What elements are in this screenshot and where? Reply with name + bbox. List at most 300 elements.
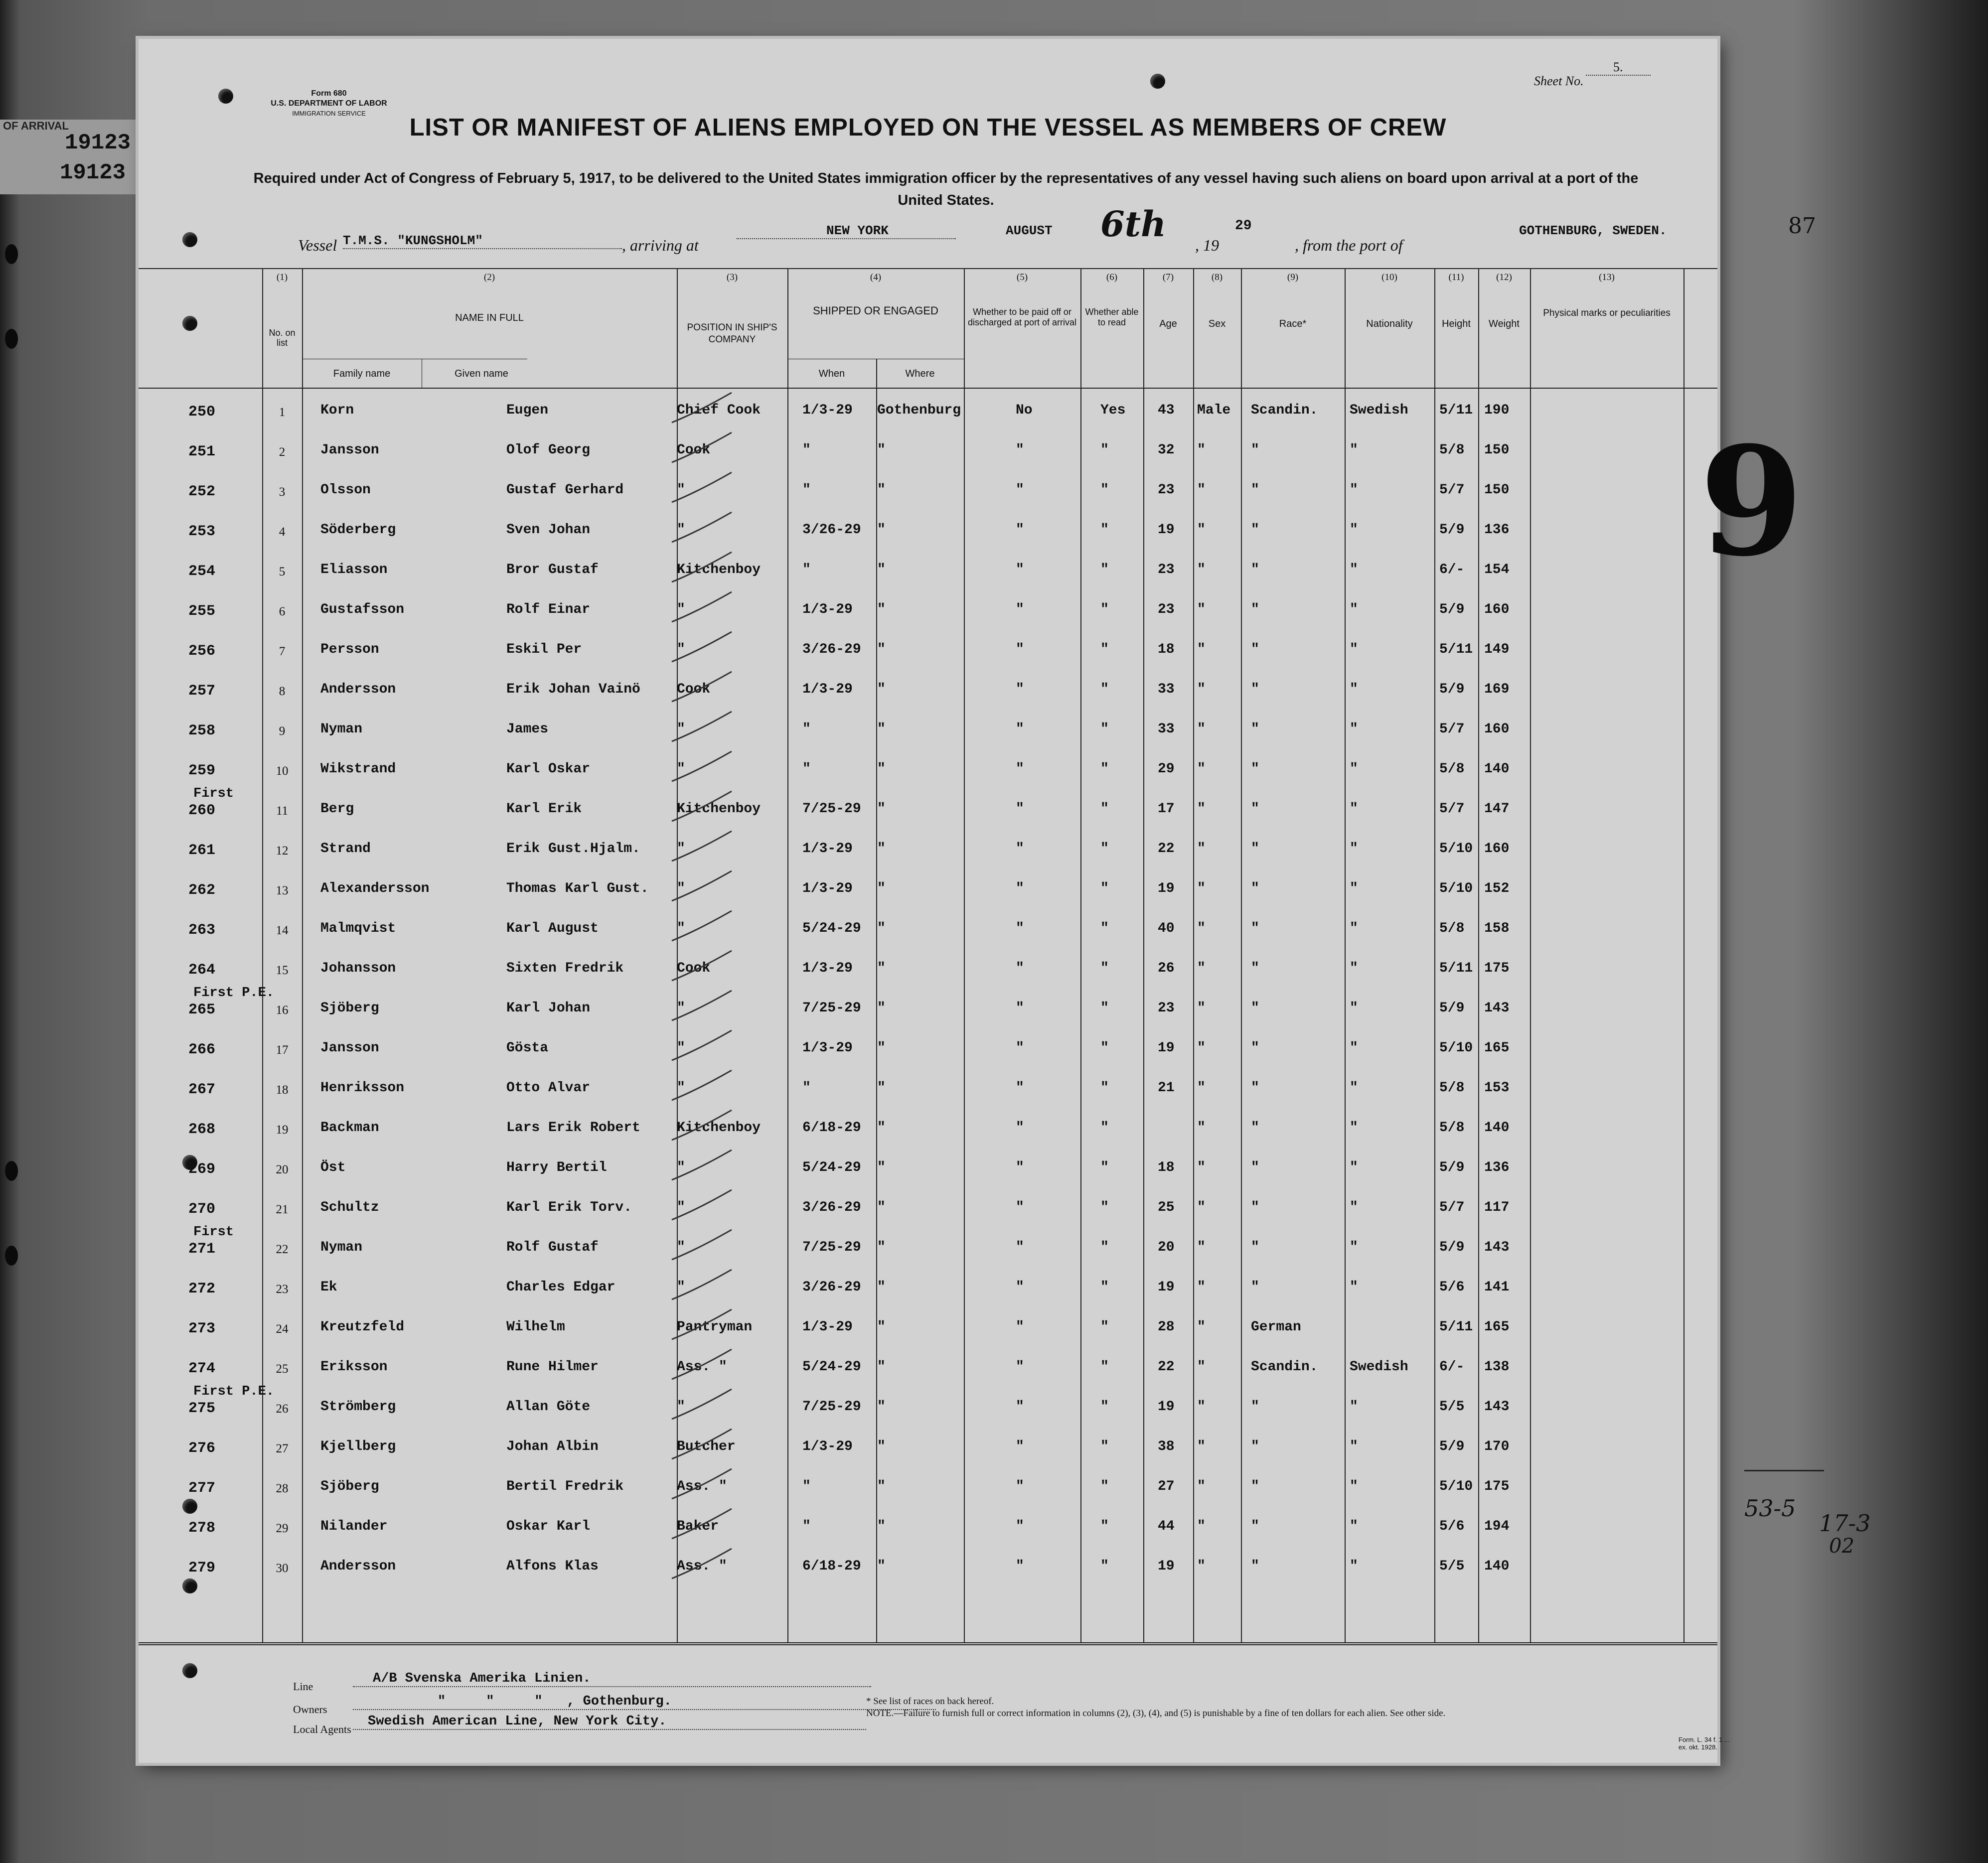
paid-off: " bbox=[1016, 1160, 1024, 1175]
family-name: Persson bbox=[320, 642, 379, 657]
height: 5/9 bbox=[1439, 522, 1465, 538]
shipped-when: 1/3-29 bbox=[802, 961, 853, 976]
position: " bbox=[677, 1280, 685, 1295]
nationality: " bbox=[1350, 602, 1358, 617]
footer bbox=[293, 1671, 1738, 1751]
height: 5/9 bbox=[1439, 1160, 1465, 1175]
shipped-when: 1/3-29 bbox=[802, 682, 853, 697]
shipped-where: " bbox=[877, 642, 886, 657]
row-number: 30 bbox=[276, 1562, 289, 1575]
pen-tick bbox=[672, 791, 732, 821]
position: Kitchenboy bbox=[677, 562, 761, 577]
col-num: (3) bbox=[726, 272, 738, 283]
race: " bbox=[1251, 1200, 1259, 1215]
vessel-name: T.M.S. "KUNGSHOLM" bbox=[343, 233, 622, 249]
agents-value: Swedish American Line, New York City. bbox=[353, 1714, 866, 1730]
col-num: (12) bbox=[1496, 272, 1512, 283]
shipped-where: " bbox=[877, 522, 886, 538]
sex: " bbox=[1197, 841, 1206, 857]
position: " bbox=[677, 1080, 685, 1096]
list-number: 257 bbox=[188, 683, 216, 700]
weight: 165 bbox=[1484, 1319, 1510, 1335]
list-number: 261 bbox=[188, 842, 216, 859]
nationality: " bbox=[1350, 1519, 1358, 1534]
position: Ass. " bbox=[677, 1359, 727, 1375]
col-divider bbox=[1193, 268, 1194, 1642]
shipped-when: 1/3-29 bbox=[802, 1439, 853, 1454]
col-num: (5) bbox=[1016, 272, 1028, 283]
able-to-read: " bbox=[1100, 761, 1109, 777]
position: " bbox=[677, 841, 685, 857]
race: " bbox=[1251, 1439, 1259, 1454]
race: German bbox=[1251, 1319, 1301, 1335]
able-to-read: " bbox=[1100, 1200, 1109, 1215]
paid-off: " bbox=[1016, 1439, 1024, 1454]
able-to-read: " bbox=[1100, 1559, 1109, 1574]
nationality: " bbox=[1350, 1200, 1358, 1215]
height: 5/10 bbox=[1439, 881, 1473, 896]
height: 5/10 bbox=[1439, 1040, 1473, 1056]
list-number: 253 bbox=[188, 523, 216, 540]
sex: " bbox=[1197, 1359, 1206, 1375]
shipped-when: 7/25-29 bbox=[802, 801, 861, 817]
shipped-where: " bbox=[877, 562, 886, 577]
given-name: Lars Erik Robert bbox=[506, 1120, 640, 1136]
list-annotation: First bbox=[193, 1225, 234, 1240]
binding-hole bbox=[5, 329, 18, 349]
sex: " bbox=[1197, 801, 1206, 817]
weight: 141 bbox=[1484, 1280, 1510, 1295]
paid-off: " bbox=[1016, 1280, 1024, 1295]
race: " bbox=[1251, 1160, 1259, 1175]
race: " bbox=[1251, 921, 1259, 936]
header-paid-off: Whether to be paid off or discharged at port of arrival bbox=[967, 307, 1077, 327]
age: 33 bbox=[1158, 682, 1175, 697]
list-number: 254 bbox=[188, 563, 216, 580]
height: 5/10 bbox=[1439, 1479, 1473, 1494]
shipped-where: " bbox=[877, 1519, 886, 1534]
list-number: 276 bbox=[188, 1440, 216, 1457]
row-number: 21 bbox=[276, 1203, 289, 1216]
nationality: Swedish bbox=[1350, 1359, 1408, 1375]
height: 5/7 bbox=[1439, 801, 1465, 817]
row-number: 20 bbox=[276, 1163, 289, 1176]
col-divider bbox=[1080, 268, 1081, 1642]
position: Ass. " bbox=[677, 1559, 727, 1574]
list-annotation: First bbox=[193, 786, 234, 801]
pen-tick bbox=[672, 951, 732, 981]
age: 28 bbox=[1158, 1319, 1175, 1335]
able-to-read: " bbox=[1100, 1120, 1109, 1136]
paid-off: " bbox=[1016, 1240, 1024, 1255]
sex: " bbox=[1197, 921, 1206, 936]
shipped-where: " bbox=[877, 961, 886, 976]
pen-tick bbox=[672, 592, 732, 622]
header-race: Race* bbox=[1279, 318, 1307, 329]
given-name: Thomas Karl Gust. bbox=[506, 881, 649, 896]
family-name: Nyman bbox=[320, 1240, 363, 1255]
family-name: Kreutzfeld bbox=[320, 1319, 405, 1335]
given-name: Wilhelm bbox=[506, 1319, 565, 1335]
age: 19 bbox=[1158, 522, 1175, 538]
list-number: 278 bbox=[188, 1520, 216, 1537]
punch-hole bbox=[182, 1663, 197, 1678]
shipped-where: " bbox=[877, 1319, 886, 1335]
family-name: Johansson bbox=[320, 961, 396, 976]
agents-label: Local Agents bbox=[293, 1723, 351, 1735]
family-name: Söderberg bbox=[320, 522, 396, 538]
race: " bbox=[1251, 1001, 1259, 1016]
weight: 150 bbox=[1484, 442, 1510, 458]
family-name: Nyman bbox=[320, 721, 363, 737]
family-name: Kjellberg bbox=[320, 1439, 396, 1454]
col-divider bbox=[1345, 268, 1346, 1642]
shipped-when: 6/18-29 bbox=[802, 1120, 861, 1136]
shipped-where: " bbox=[877, 1080, 886, 1096]
able-to-read: " bbox=[1100, 881, 1109, 896]
paid-off: " bbox=[1016, 1001, 1024, 1016]
sex: " bbox=[1197, 1040, 1206, 1056]
header-given-name: Given name bbox=[455, 368, 508, 379]
paid-off: " bbox=[1016, 1559, 1024, 1574]
family-name: Eriksson bbox=[320, 1359, 388, 1375]
sex: " bbox=[1197, 1120, 1206, 1136]
header-physical-marks: Physical marks or peculiarities bbox=[1543, 308, 1671, 318]
header-name-in-full: NAME IN FULL bbox=[455, 312, 524, 323]
owners-value: " " " , Gothenburg. bbox=[353, 1694, 936, 1710]
family-name: Sjöberg bbox=[320, 1479, 379, 1494]
paid-off: " bbox=[1016, 682, 1024, 697]
col-num: (6) bbox=[1106, 272, 1118, 283]
footnote-races: * See list of races on back hereof. bbox=[866, 1696, 994, 1707]
sex: " bbox=[1197, 961, 1206, 976]
height: 5/9 bbox=[1439, 1001, 1465, 1016]
sex: " bbox=[1197, 1240, 1206, 1255]
sex: " bbox=[1197, 1519, 1206, 1534]
family-name: Eliasson bbox=[320, 562, 388, 577]
pen-tick bbox=[672, 1309, 732, 1339]
pen-tick bbox=[672, 1349, 732, 1379]
weight: 143 bbox=[1484, 1399, 1510, 1415]
list-number: 255 bbox=[188, 603, 216, 620]
paid-off: " bbox=[1016, 1479, 1024, 1494]
punch-hole bbox=[1150, 74, 1165, 89]
row-number: 11 bbox=[276, 804, 289, 818]
position: Cook bbox=[677, 442, 711, 458]
position: " bbox=[677, 1040, 685, 1056]
height: 5/11 bbox=[1439, 1319, 1473, 1335]
sex: " bbox=[1197, 1160, 1206, 1175]
list-annotation: First P.E. bbox=[193, 986, 275, 1001]
nationality: " bbox=[1350, 801, 1358, 817]
given-name: Rolf Gustaf bbox=[506, 1240, 599, 1255]
given-name: Gösta bbox=[506, 1040, 549, 1056]
height: 5/8 bbox=[1439, 1120, 1465, 1136]
pen-tick bbox=[672, 1509, 732, 1539]
shipped-where: " bbox=[877, 682, 886, 697]
given-name: Karl August bbox=[506, 921, 599, 936]
row-number: 24 bbox=[276, 1322, 289, 1336]
able-to-read: " bbox=[1100, 1519, 1109, 1534]
shipped-when: 3/26-29 bbox=[802, 642, 861, 657]
list-number: 268 bbox=[188, 1121, 216, 1138]
nationality: " bbox=[1350, 562, 1358, 577]
able-to-read: " bbox=[1100, 602, 1109, 617]
family-name: Malmqvist bbox=[320, 921, 396, 936]
pen-tick bbox=[672, 911, 732, 941]
shipped-when: " bbox=[802, 442, 811, 458]
list-number: 252 bbox=[188, 483, 216, 500]
sex: " bbox=[1197, 482, 1206, 498]
nationality: " bbox=[1350, 442, 1358, 458]
race: " bbox=[1251, 1559, 1259, 1574]
weight: 160 bbox=[1484, 602, 1510, 617]
height: 5/5 bbox=[1439, 1399, 1465, 1415]
weight: 147 bbox=[1484, 801, 1510, 817]
shipped-when: 5/24-29 bbox=[802, 1160, 861, 1175]
shipped-where: " bbox=[877, 921, 886, 936]
able-to-read: " bbox=[1100, 482, 1109, 498]
pen-tick bbox=[672, 1549, 732, 1578]
weight: 158 bbox=[1484, 921, 1510, 936]
age: 44 bbox=[1158, 1519, 1175, 1534]
paid-off: " bbox=[1016, 1120, 1024, 1136]
weight: 160 bbox=[1484, 721, 1510, 737]
row-number: 12 bbox=[276, 844, 289, 858]
sex: " bbox=[1197, 442, 1206, 458]
weight: 153 bbox=[1484, 1080, 1510, 1096]
paid-off: " bbox=[1016, 1200, 1024, 1215]
header-shipped: SHIPPED OR ENGAGED bbox=[813, 304, 938, 317]
given-name: Sixten Fredrik bbox=[506, 961, 624, 976]
department: U.S. DEPARTMENT OF LABOR bbox=[271, 99, 387, 108]
sheet-number bbox=[1534, 60, 1698, 90]
pen-tick bbox=[672, 1190, 732, 1220]
able-to-read: " bbox=[1100, 1399, 1109, 1415]
race: " bbox=[1251, 881, 1259, 896]
row-number: 23 bbox=[276, 1283, 289, 1296]
pen-tick bbox=[672, 1469, 732, 1499]
able-to-read: Yes bbox=[1100, 403, 1126, 418]
line-label: Line bbox=[293, 1680, 313, 1693]
family-name: Nilander bbox=[320, 1519, 388, 1534]
paid-off: " bbox=[1016, 562, 1024, 577]
vessel-line bbox=[298, 203, 1816, 258]
shipped-where: " bbox=[877, 801, 886, 817]
sex: " bbox=[1197, 682, 1206, 697]
sex: " bbox=[1197, 1559, 1206, 1574]
age: 19 bbox=[1158, 881, 1175, 896]
sex: " bbox=[1197, 761, 1206, 777]
shipped-when: 1/3-29 bbox=[802, 602, 853, 617]
paid-off: " bbox=[1016, 721, 1024, 737]
position: Ass. " bbox=[677, 1479, 727, 1494]
age: 40 bbox=[1158, 921, 1175, 936]
able-to-read: " bbox=[1100, 721, 1109, 737]
stamp-line3: 19123 bbox=[60, 160, 126, 185]
age: 32 bbox=[1158, 442, 1175, 458]
page-title: LIST OR MANIFEST OF ALIENS EMPLOYED ON THE VESSEL AS MEMBERS OF CREW bbox=[409, 114, 1447, 141]
row-number: 8 bbox=[279, 685, 286, 698]
paid-off: " bbox=[1016, 522, 1024, 538]
given-name: Oskar Karl bbox=[506, 1519, 591, 1534]
shipped-when: 7/25-29 bbox=[802, 1001, 861, 1016]
col-divider bbox=[262, 268, 263, 1642]
stamp-line2: 19123 bbox=[65, 131, 131, 155]
row-number: 16 bbox=[276, 1003, 289, 1017]
margin-note-b: 17-3 bbox=[1819, 1510, 1871, 1537]
nationality: " bbox=[1350, 881, 1358, 896]
header-family-name: Family name bbox=[333, 368, 391, 379]
shipped-when: 5/24-29 bbox=[802, 921, 861, 936]
margin-underline bbox=[1744, 1470, 1824, 1471]
list-number: 263 bbox=[188, 922, 216, 939]
sex: " bbox=[1197, 1200, 1206, 1215]
row-number: 6 bbox=[279, 605, 286, 618]
age: 29 bbox=[1158, 761, 1175, 777]
arrival-stamp bbox=[0, 120, 145, 194]
nationality: " bbox=[1350, 1160, 1358, 1175]
age: 33 bbox=[1158, 721, 1175, 737]
sex: " bbox=[1197, 1001, 1206, 1016]
able-to-read: " bbox=[1100, 841, 1109, 857]
sex: " bbox=[1197, 1439, 1206, 1454]
list-number: 270 bbox=[188, 1201, 216, 1218]
row-number: 3 bbox=[279, 485, 286, 499]
race: " bbox=[1251, 761, 1259, 777]
given-name: Karl Johan bbox=[506, 1001, 591, 1016]
margin-large-mark: 9 bbox=[1699, 414, 1804, 589]
age: 26 bbox=[1158, 961, 1175, 976]
list-number: 274 bbox=[188, 1360, 216, 1377]
col-num: (1) bbox=[276, 272, 288, 283]
given-name: Alfons Klas bbox=[506, 1559, 599, 1574]
shipped-when: 3/26-29 bbox=[802, 1200, 861, 1215]
sex: Male bbox=[1197, 403, 1231, 418]
position: Cook bbox=[677, 961, 711, 976]
col-num: (9) bbox=[1287, 272, 1299, 283]
footnote-penalty: NOTE.—Failure to furnish full or correct information in columns (2), (3), (4), and (5) is punishable by a fine of ten dollars for each alien. See other side. bbox=[866, 1708, 1446, 1719]
line-value: A/B Svenska Amerika Linien. bbox=[353, 1671, 871, 1687]
race: " bbox=[1251, 1519, 1259, 1534]
given-name: James bbox=[506, 721, 549, 737]
row-number: 1 bbox=[279, 406, 286, 419]
able-to-read: " bbox=[1100, 682, 1109, 697]
weight: 140 bbox=[1484, 1559, 1510, 1574]
given-name: Charles Edgar bbox=[506, 1280, 615, 1295]
weight: 136 bbox=[1484, 1160, 1510, 1175]
weight: 117 bbox=[1484, 1200, 1510, 1215]
able-to-read: " bbox=[1100, 1319, 1109, 1335]
punch-hole bbox=[182, 232, 197, 247]
shipped-where: " bbox=[877, 1439, 886, 1454]
height: 5/7 bbox=[1439, 1200, 1465, 1215]
position: " bbox=[677, 1160, 685, 1175]
able-to-read: " bbox=[1100, 642, 1109, 657]
shipped-when: 3/26-29 bbox=[802, 522, 861, 538]
pen-tick bbox=[672, 751, 732, 781]
given-name: Karl Oskar bbox=[506, 761, 591, 777]
given-name: Karl Erik Torv. bbox=[506, 1200, 632, 1215]
weight: 138 bbox=[1484, 1359, 1510, 1375]
race: " bbox=[1251, 442, 1259, 458]
age: 25 bbox=[1158, 1200, 1175, 1215]
pen-tick bbox=[672, 871, 732, 901]
age: 23 bbox=[1158, 602, 1175, 617]
nationality: " bbox=[1350, 1080, 1358, 1096]
paid-off: " bbox=[1016, 1040, 1024, 1056]
age: 22 bbox=[1158, 1359, 1175, 1375]
row-number: 4 bbox=[279, 525, 286, 539]
race: " bbox=[1251, 1399, 1259, 1415]
shipped-when: 1/3-29 bbox=[802, 403, 853, 418]
punch-hole bbox=[218, 89, 233, 104]
col-divider bbox=[1434, 268, 1435, 1642]
height: 5/11 bbox=[1439, 961, 1473, 976]
list-number: 266 bbox=[188, 1041, 216, 1058]
paid-off: " bbox=[1016, 1359, 1024, 1375]
row-number: 2 bbox=[279, 445, 286, 459]
col-divider bbox=[1241, 268, 1242, 1642]
family-name: Wikstrand bbox=[320, 761, 396, 777]
shipped-when: " bbox=[802, 1519, 811, 1534]
shipped-where: " bbox=[877, 1120, 886, 1136]
race: Scandin. bbox=[1251, 403, 1318, 418]
position: " bbox=[677, 1399, 685, 1415]
list-number: 272 bbox=[188, 1281, 216, 1297]
paid-off: " bbox=[1016, 801, 1024, 817]
shipped-when: 1/3-29 bbox=[802, 881, 853, 896]
position: " bbox=[677, 482, 685, 498]
form-reference: Form. L. 34 f. 1 ... ex. okt. 1928. bbox=[1679, 1736, 1730, 1751]
given-name: Eskil Per bbox=[506, 642, 582, 657]
position: Butcher bbox=[677, 1439, 736, 1454]
family-name: Alexandersson bbox=[320, 881, 430, 896]
nationality: " bbox=[1350, 1040, 1358, 1056]
col-num: (7) bbox=[1162, 272, 1174, 283]
nationality: " bbox=[1350, 1559, 1358, 1574]
weight: 175 bbox=[1484, 961, 1510, 976]
family-name: Henriksson bbox=[320, 1080, 405, 1096]
row-number: 18 bbox=[276, 1083, 289, 1097]
age: 18 bbox=[1158, 1160, 1175, 1175]
pen-tick bbox=[672, 472, 732, 502]
age: 23 bbox=[1158, 1001, 1175, 1016]
race: " bbox=[1251, 1280, 1259, 1295]
pen-tick bbox=[672, 712, 732, 741]
race: " bbox=[1251, 682, 1259, 697]
footer-rule bbox=[139, 1644, 1717, 1655]
list-number: 273 bbox=[188, 1320, 216, 1337]
col-divider bbox=[1683, 268, 1684, 1642]
race: " bbox=[1251, 1040, 1259, 1056]
pen-tick bbox=[672, 432, 732, 462]
list-number: 251 bbox=[188, 443, 216, 460]
row-number: 9 bbox=[279, 724, 286, 738]
weight: 136 bbox=[1484, 522, 1510, 538]
given-name: Bertil Fredrik bbox=[506, 1479, 624, 1494]
shipped-where: " bbox=[877, 881, 886, 896]
family-name: Öst bbox=[320, 1160, 346, 1175]
shipped-when: " bbox=[802, 721, 811, 737]
pen-tick bbox=[672, 1429, 732, 1459]
given-name: Otto Alvar bbox=[506, 1080, 591, 1096]
height: 5/7 bbox=[1439, 482, 1465, 498]
list-number: 275 bbox=[188, 1400, 216, 1417]
owners-label: Owners bbox=[293, 1703, 327, 1716]
given-name: Gustaf Gerhard bbox=[506, 482, 624, 498]
header-no-on-list: No. on list bbox=[269, 328, 296, 348]
